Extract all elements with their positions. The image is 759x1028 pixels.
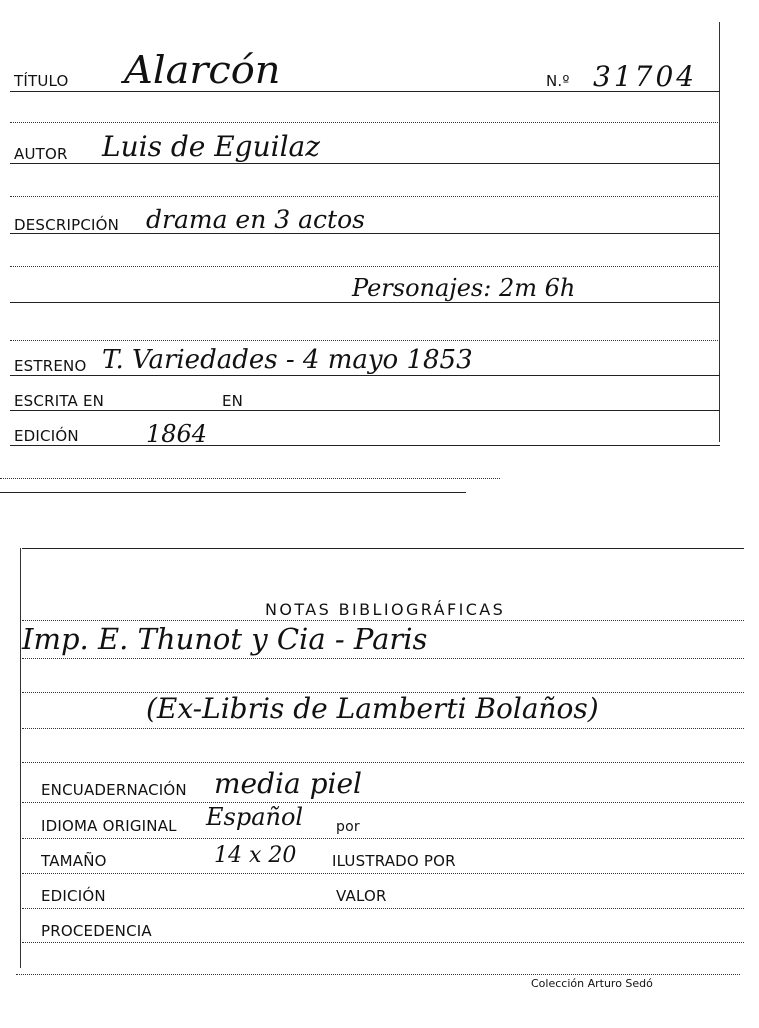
tamano-value: 14 x 20 xyxy=(214,843,297,868)
estreno-label: ESTRENO xyxy=(14,357,87,375)
tamano-label: TAMAÑO xyxy=(41,852,107,870)
rule xyxy=(22,802,744,803)
autor-value: Luis de Eguilaz xyxy=(102,130,320,163)
ilustrado-label: ILUSTRADO POR xyxy=(332,852,456,870)
rule xyxy=(22,838,744,839)
titulo-value: Alarcón xyxy=(124,48,281,92)
catalog-card-top xyxy=(0,0,759,500)
numero-label: N.º xyxy=(546,72,570,90)
por-label: por xyxy=(336,819,360,835)
collection-credit: Colección Arturo Sedó xyxy=(531,977,653,990)
valor-label: VALOR xyxy=(336,887,387,905)
encuadernacion-value: media piel xyxy=(214,767,362,800)
rule xyxy=(22,728,744,729)
card-top-right-edge xyxy=(719,22,720,442)
personajes-value: Personajes: 2m 6h xyxy=(352,274,576,302)
numero-value: 31704 xyxy=(593,60,698,93)
rule xyxy=(22,620,744,621)
descripcion-value: drama en 3 actos xyxy=(146,205,365,234)
estreno-value: T. Variedades - 4 mayo 1853 xyxy=(102,345,473,375)
card-top-bottom-edge xyxy=(0,478,500,479)
card-bottom-left-edge xyxy=(20,548,21,968)
edicion-label: EDICIÓN xyxy=(41,887,106,905)
personajes-rule xyxy=(10,302,720,303)
titulo-rule xyxy=(10,91,720,92)
idioma-label: IDIOMA ORIGINAL xyxy=(41,817,177,835)
note-line-2: (Ex-Libris de Lamberti Bolaños) xyxy=(146,692,599,725)
estreno-rule xyxy=(10,375,720,376)
edicion-value: 1864 xyxy=(146,420,208,448)
autor-label: AUTOR xyxy=(14,145,68,163)
descripcion-rule xyxy=(10,233,720,234)
edicion-rule xyxy=(10,445,720,446)
rule xyxy=(22,908,744,909)
rule xyxy=(10,340,720,341)
idioma-value: Español xyxy=(206,803,304,831)
rule xyxy=(22,762,744,763)
card-top-bottom-edge xyxy=(0,492,466,493)
titulo-label: TÍTULO xyxy=(14,72,69,90)
notas-heading: NOTAS BIBLIOGRÁFICAS xyxy=(265,600,506,619)
note-line-1: Imp. E. Thunot y Cia - Paris xyxy=(22,622,428,656)
autor-rule xyxy=(10,163,720,164)
catalog-card-bottom xyxy=(0,540,759,1028)
card-bottom-bottom-edge xyxy=(16,974,740,975)
encuadernacion-label: ENCUADERNACIÓN xyxy=(41,781,187,799)
descripcion-label: DESCRIPCIÓN xyxy=(14,216,120,234)
rule xyxy=(10,122,720,123)
rule xyxy=(10,266,720,267)
escrita-rule xyxy=(10,410,720,411)
en-label: EN xyxy=(222,392,244,410)
rule xyxy=(22,658,744,659)
rule xyxy=(22,942,744,943)
rule xyxy=(10,196,720,197)
edicion-label: EDICIÓN xyxy=(14,427,79,445)
escrita-en-label: ESCRITA EN xyxy=(14,392,105,410)
card-bottom-top-edge xyxy=(22,548,744,549)
procedencia-label: PROCEDENCIA xyxy=(41,922,152,940)
rule xyxy=(22,873,744,874)
